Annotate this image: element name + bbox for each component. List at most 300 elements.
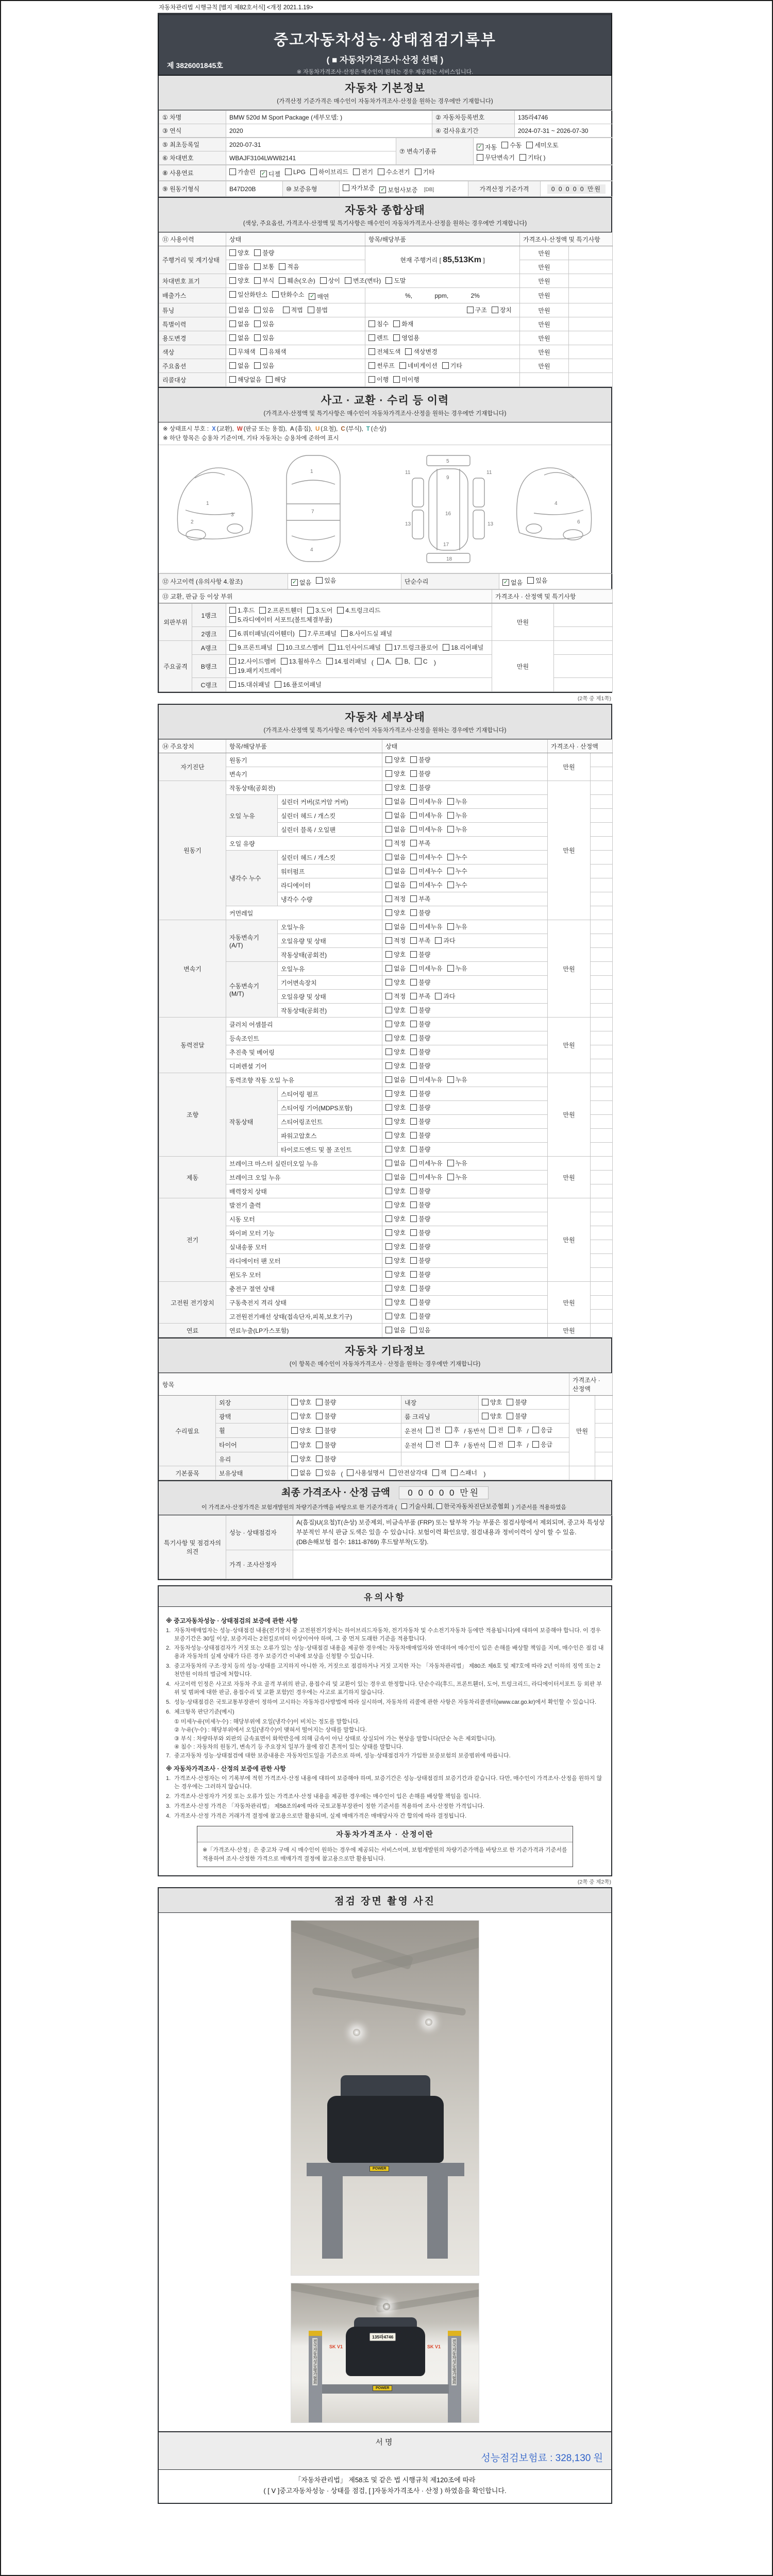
- checkbox[interactable]: [507, 1412, 527, 1420]
- checkbox[interactable]: [532, 1426, 552, 1434]
- checkbox[interactable]: [385, 950, 406, 959]
- checkbox[interactable]: [291, 1468, 311, 1477]
- unchecked-box-icon[interactable]: [410, 1215, 417, 1222]
- unchecked-box-icon[interactable]: [410, 1243, 417, 1250]
- checkbox[interactable]: [410, 1047, 430, 1056]
- checkbox[interactable]: [260, 347, 287, 356]
- unchecked-box-icon[interactable]: [229, 249, 236, 256]
- unchecked-box-icon[interactable]: [385, 1257, 392, 1264]
- checkbox[interactable]: [316, 1398, 336, 1406]
- checkbox[interactable]: [385, 1256, 406, 1265]
- checkbox[interactable]: [275, 680, 322, 689]
- unchecked-box-icon[interactable]: [385, 826, 392, 833]
- checkbox[interactable]: [385, 964, 406, 973]
- unchecked-box-icon[interactable]: [385, 1104, 392, 1111]
- unchecked-box-icon[interactable]: [410, 1285, 417, 1292]
- checkbox[interactable]: [410, 811, 442, 820]
- unchecked-box-icon[interactable]: [410, 1174, 417, 1180]
- checkbox[interactable]: [410, 978, 430, 987]
- unchecked-box-icon[interactable]: [532, 1427, 539, 1433]
- unchecked-box-icon[interactable]: [447, 923, 454, 930]
- checkbox[interactable]: [447, 1159, 467, 1167]
- checkbox[interactable]: [377, 658, 391, 665]
- checkbox[interactable]: [385, 1075, 406, 1084]
- checkbox[interactable]: [477, 143, 497, 151]
- unchecked-box-icon[interactable]: [368, 334, 375, 341]
- unchecked-box-icon[interactable]: [353, 168, 360, 175]
- unchecked-box-icon[interactable]: [229, 307, 236, 313]
- checkbox[interactable]: [385, 1145, 406, 1154]
- unchecked-box-icon[interactable]: [532, 1441, 539, 1448]
- unchecked-box-icon[interactable]: [272, 291, 279, 298]
- checkbox[interactable]: [410, 1103, 430, 1112]
- unchecked-box-icon[interactable]: [254, 307, 261, 313]
- checkbox[interactable]: [401, 1502, 434, 1511]
- unchecked-box-icon[interactable]: [277, 644, 284, 651]
- unchecked-box-icon[interactable]: [229, 681, 236, 688]
- unchecked-box-icon[interactable]: [410, 979, 417, 986]
- checkbox[interactable]: [337, 606, 380, 615]
- unchecked-box-icon[interactable]: [385, 882, 392, 888]
- checkbox[interactable]: [229, 680, 270, 689]
- unchecked-box-icon[interactable]: [477, 154, 483, 161]
- unchecked-box-icon[interactable]: [229, 667, 236, 674]
- unchecked-box-icon[interactable]: [447, 1160, 454, 1166]
- unchecked-box-icon[interactable]: [410, 1257, 417, 1264]
- unchecked-box-icon[interactable]: [410, 1313, 417, 1319]
- checkbox[interactable]: [447, 797, 467, 806]
- checkbox[interactable]: [316, 1412, 336, 1420]
- checkbox[interactable]: [410, 1256, 430, 1265]
- unchecked-box-icon[interactable]: [410, 854, 417, 860]
- checkbox[interactable]: [385, 643, 438, 652]
- checkbox[interactable]: [229, 333, 249, 342]
- unchecked-box-icon[interactable]: [316, 1413, 323, 1419]
- unchecked-box-icon[interactable]: [426, 1441, 433, 1448]
- checkbox[interactable]: [229, 276, 249, 285]
- checkbox[interactable]: [385, 797, 406, 806]
- checkbox[interactable]: [385, 922, 406, 931]
- unchecked-box-icon[interactable]: [410, 1076, 417, 1083]
- checkbox[interactable]: [385, 978, 406, 987]
- checkbox[interactable]: [426, 1426, 441, 1434]
- checkbox[interactable]: [229, 262, 249, 271]
- checkbox[interactable]: [316, 576, 336, 585]
- unchecked-box-icon[interactable]: [385, 1076, 392, 1083]
- checkbox[interactable]: [229, 167, 256, 176]
- checked-box-icon[interactable]: ✓: [310, 293, 315, 299]
- unchecked-box-icon[interactable]: [385, 812, 392, 819]
- checkbox[interactable]: [410, 1131, 430, 1140]
- unchecked-box-icon[interactable]: [410, 1048, 417, 1055]
- checkbox[interactable]: [447, 811, 467, 820]
- checkbox[interactable]: [393, 319, 413, 328]
- checkbox[interactable]: [405, 347, 437, 356]
- checkbox[interactable]: [291, 1426, 311, 1435]
- unchecked-box-icon[interactable]: [385, 965, 392, 972]
- checkbox[interactable]: [291, 1454, 311, 1463]
- checkbox[interactable]: [385, 755, 406, 764]
- checkbox[interactable]: [410, 1326, 430, 1334]
- checkbox[interactable]: [368, 375, 389, 384]
- unchecked-box-icon[interactable]: [385, 1146, 392, 1153]
- unchecked-box-icon[interactable]: [316, 1455, 323, 1462]
- checkbox[interactable]: [229, 606, 255, 615]
- unchecked-box-icon[interactable]: [337, 607, 344, 614]
- checkbox[interactable]: [410, 1200, 430, 1209]
- checkbox[interactable]: [277, 643, 324, 652]
- checkbox[interactable]: [254, 319, 274, 328]
- unchecked-box-icon[interactable]: [410, 1062, 417, 1069]
- checkbox[interactable]: [385, 1214, 406, 1223]
- checkbox[interactable]: [482, 1412, 502, 1420]
- unchecked-box-icon[interactable]: [410, 812, 417, 819]
- unchecked-box-icon[interactable]: [385, 868, 392, 874]
- unchecked-box-icon[interactable]: [385, 1062, 392, 1069]
- unchecked-box-icon[interactable]: [410, 895, 417, 902]
- unchecked-box-icon[interactable]: [501, 142, 508, 148]
- checkbox[interactable]: [378, 167, 410, 176]
- unchecked-box-icon[interactable]: [405, 348, 412, 355]
- unchecked-box-icon[interactable]: [385, 1035, 392, 1041]
- checkbox[interactable]: [447, 880, 467, 889]
- checkbox[interactable]: [379, 185, 417, 194]
- unchecked-box-icon[interactable]: [447, 868, 454, 874]
- unchecked-box-icon[interactable]: [385, 993, 392, 999]
- checkbox[interactable]: [385, 880, 406, 889]
- unchecked-box-icon[interactable]: [445, 1427, 452, 1433]
- checkbox[interactable]: [385, 769, 406, 778]
- checkbox[interactable]: [385, 1117, 406, 1126]
- checkbox[interactable]: [260, 170, 280, 178]
- unchecked-box-icon[interactable]: [508, 1441, 515, 1448]
- unchecked-box-icon[interactable]: [279, 263, 285, 270]
- unchecked-box-icon[interactable]: [410, 1118, 417, 1125]
- unchecked-box-icon[interactable]: [447, 812, 454, 819]
- checkbox[interactable]: [442, 361, 462, 370]
- unchecked-box-icon[interactable]: [410, 1132, 417, 1139]
- checked-box-icon[interactable]: ✓: [292, 579, 297, 585]
- unchecked-box-icon[interactable]: [229, 616, 236, 623]
- checkbox[interactable]: [410, 755, 430, 764]
- checkbox[interactable]: [477, 153, 515, 162]
- checkbox[interactable]: [507, 1398, 527, 1406]
- checkbox[interactable]: [229, 306, 249, 314]
- unchecked-box-icon[interactable]: [489, 1427, 496, 1433]
- unchecked-box-icon[interactable]: [415, 168, 422, 175]
- checkbox[interactable]: [508, 1426, 523, 1434]
- unchecked-box-icon[interactable]: [308, 307, 314, 313]
- unchecked-box-icon[interactable]: [410, 1188, 417, 1194]
- checkbox[interactable]: [447, 1173, 467, 1181]
- checkbox[interactable]: [385, 1131, 406, 1140]
- checkbox[interactable]: [432, 1468, 447, 1477]
- unchecked-box-icon[interactable]: [307, 607, 314, 614]
- unchecked-box-icon[interactable]: [447, 1076, 454, 1083]
- checkbox[interactable]: [385, 1033, 406, 1042]
- checkbox[interactable]: [410, 880, 442, 889]
- unchecked-box-icon[interactable]: [393, 320, 400, 327]
- unchecked-box-icon[interactable]: [410, 909, 417, 916]
- checkbox[interactable]: [281, 657, 322, 666]
- checkbox[interactable]: [410, 950, 430, 959]
- unchecked-box-icon[interactable]: [410, 770, 417, 777]
- checked-box-icon[interactable]: ✓: [503, 579, 509, 585]
- checkbox[interactable]: [254, 333, 274, 342]
- unchecked-box-icon[interactable]: [266, 376, 273, 383]
- unchecked-box-icon[interactable]: [447, 882, 454, 888]
- unchecked-box-icon[interactable]: [396, 658, 402, 665]
- checkbox[interactable]: [447, 853, 467, 861]
- checkbox[interactable]: [532, 1440, 552, 1449]
- unchecked-box-icon[interactable]: [316, 1469, 323, 1476]
- checkbox[interactable]: [229, 347, 256, 356]
- unchecked-box-icon[interactable]: [385, 770, 392, 777]
- unchecked-box-icon[interactable]: [316, 577, 323, 584]
- checkbox[interactable]: [229, 319, 249, 328]
- unchecked-box-icon[interactable]: [410, 1299, 417, 1306]
- unchecked-box-icon[interactable]: [385, 854, 392, 860]
- unchecked-box-icon[interactable]: [385, 1188, 392, 1194]
- unchecked-box-icon[interactable]: [410, 784, 417, 791]
- unchecked-box-icon[interactable]: [393, 376, 400, 383]
- checkbox[interactable]: [385, 1020, 406, 1028]
- checkbox[interactable]: [385, 1312, 406, 1320]
- checkbox[interactable]: [291, 1412, 311, 1420]
- checkbox[interactable]: [283, 306, 303, 314]
- checkbox[interactable]: [320, 276, 340, 285]
- checkbox[interactable]: [526, 141, 558, 149]
- checkbox[interactable]: [254, 306, 274, 314]
- checkbox[interactable]: [368, 361, 395, 370]
- checkbox[interactable]: [445, 1426, 460, 1434]
- unchecked-box-icon[interactable]: [283, 307, 290, 313]
- unchecked-box-icon[interactable]: [385, 951, 392, 958]
- unchecked-box-icon[interactable]: [368, 348, 375, 355]
- checkbox[interactable]: [443, 643, 483, 652]
- checkbox[interactable]: [482, 1398, 502, 1406]
- checkbox[interactable]: [345, 276, 381, 285]
- unchecked-box-icon[interactable]: [316, 1442, 323, 1448]
- checkbox[interactable]: [299, 629, 337, 638]
- unchecked-box-icon[interactable]: [390, 1469, 396, 1476]
- unchecked-box-icon[interactable]: [507, 1413, 513, 1419]
- unchecked-box-icon[interactable]: [385, 1048, 392, 1055]
- unchecked-box-icon[interactable]: [229, 334, 236, 341]
- checkbox[interactable]: [272, 290, 304, 299]
- unchecked-box-icon[interactable]: [341, 630, 348, 637]
- checkbox[interactable]: [326, 657, 367, 666]
- unchecked-box-icon[interactable]: [378, 168, 384, 175]
- unchecked-box-icon[interactable]: [291, 1413, 298, 1419]
- checkbox[interactable]: [229, 657, 276, 666]
- checkbox[interactable]: [254, 276, 274, 285]
- checkbox[interactable]: [410, 1173, 442, 1181]
- checkbox[interactable]: [426, 1440, 441, 1449]
- unchecked-box-icon[interactable]: [526, 142, 533, 148]
- unchecked-box-icon[interactable]: [410, 1160, 417, 1166]
- unchecked-box-icon[interactable]: [229, 630, 236, 637]
- unchecked-box-icon[interactable]: [316, 1427, 323, 1434]
- unchecked-box-icon[interactable]: [432, 1469, 439, 1476]
- unchecked-box-icon[interactable]: [329, 644, 335, 651]
- checkbox[interactable]: [410, 1075, 442, 1084]
- unchecked-box-icon[interactable]: [316, 1399, 323, 1405]
- checkbox[interactable]: [254, 262, 274, 271]
- checkbox[interactable]: [291, 1440, 311, 1449]
- unchecked-box-icon[interactable]: [410, 1229, 417, 1236]
- unchecked-box-icon[interactable]: [443, 644, 449, 651]
- unchecked-box-icon[interactable]: [385, 784, 392, 791]
- unchecked-box-icon[interactable]: [410, 965, 417, 972]
- unchecked-box-icon[interactable]: [368, 320, 375, 327]
- unchecked-box-icon[interactable]: [385, 979, 392, 986]
- checkbox[interactable]: [385, 936, 406, 945]
- unchecked-box-icon[interactable]: [410, 840, 417, 846]
- checkbox[interactable]: [229, 666, 282, 675]
- checkbox[interactable]: [385, 1200, 406, 1209]
- checkbox[interactable]: [415, 167, 435, 176]
- unchecked-box-icon[interactable]: [447, 1174, 454, 1180]
- unchecked-box-icon[interactable]: [254, 249, 261, 256]
- unchecked-box-icon[interactable]: [435, 937, 442, 944]
- unchecked-box-icon[interactable]: [385, 909, 392, 916]
- unchecked-box-icon[interactable]: [385, 1007, 392, 1013]
- checkbox[interactable]: [415, 658, 428, 665]
- checkbox[interactable]: [410, 783, 430, 792]
- checkbox[interactable]: [259, 606, 303, 615]
- unchecked-box-icon[interactable]: [377, 658, 384, 665]
- checkbox[interactable]: [447, 867, 467, 875]
- checkbox[interactable]: [341, 629, 392, 638]
- checkbox[interactable]: [385, 1047, 406, 1056]
- unchecked-box-icon[interactable]: [410, 1201, 417, 1208]
- checkbox[interactable]: [451, 1468, 477, 1477]
- checkbox[interactable]: [410, 867, 442, 875]
- checkbox[interactable]: [410, 797, 442, 806]
- unchecked-box-icon[interactable]: [467, 307, 474, 313]
- unchecked-box-icon[interactable]: [442, 362, 449, 369]
- unchecked-box-icon[interactable]: [326, 658, 333, 665]
- checkbox[interactable]: [385, 867, 406, 875]
- unchecked-box-icon[interactable]: [229, 320, 236, 327]
- checkbox[interactable]: [368, 347, 400, 356]
- unchecked-box-icon[interactable]: [410, 937, 417, 944]
- unchecked-box-icon[interactable]: [299, 630, 306, 637]
- checkbox[interactable]: [291, 1398, 311, 1406]
- checkbox[interactable]: [447, 1075, 467, 1084]
- checkbox[interactable]: [410, 1145, 430, 1154]
- checkbox[interactable]: [385, 276, 406, 285]
- unchecked-box-icon[interactable]: [445, 1441, 452, 1448]
- unchecked-box-icon[interactable]: [385, 1132, 392, 1139]
- checkbox[interactable]: [316, 1440, 336, 1449]
- unchecked-box-icon[interactable]: [385, 1021, 392, 1027]
- checkbox[interactable]: [410, 1033, 430, 1042]
- checkbox[interactable]: [385, 1242, 406, 1251]
- checkbox[interactable]: [310, 167, 348, 176]
- unchecked-box-icon[interactable]: [385, 1160, 392, 1166]
- checkbox[interactable]: [229, 248, 249, 257]
- unchecked-box-icon[interactable]: [410, 826, 417, 833]
- unchecked-box-icon[interactable]: [368, 376, 375, 383]
- checkbox[interactable]: [229, 629, 295, 638]
- checkbox[interactable]: [385, 908, 406, 917]
- checkbox[interactable]: [447, 964, 467, 973]
- checkbox[interactable]: [410, 825, 442, 834]
- unchecked-box-icon[interactable]: [254, 362, 261, 369]
- unchecked-box-icon[interactable]: [385, 756, 392, 763]
- checkbox[interactable]: [410, 922, 442, 931]
- checkbox[interactable]: [393, 375, 419, 384]
- checkbox[interactable]: [343, 183, 375, 192]
- unchecked-box-icon[interactable]: [385, 1243, 392, 1250]
- unchecked-box-icon[interactable]: [385, 895, 392, 902]
- checkbox[interactable]: [390, 1468, 428, 1477]
- checkbox[interactable]: [502, 578, 523, 587]
- unchecked-box-icon[interactable]: [482, 1399, 489, 1405]
- unchecked-box-icon[interactable]: [508, 1427, 515, 1433]
- unchecked-box-icon[interactable]: [385, 1271, 392, 1278]
- checkbox[interactable]: [435, 936, 455, 945]
- checkbox[interactable]: [410, 1242, 430, 1251]
- unchecked-box-icon[interactable]: [447, 854, 454, 860]
- checkbox[interactable]: [229, 361, 249, 370]
- unchecked-box-icon[interactable]: [385, 1313, 392, 1319]
- checkbox[interactable]: [229, 290, 267, 299]
- unchecked-box-icon[interactable]: [275, 681, 281, 688]
- unchecked-box-icon[interactable]: [229, 263, 236, 270]
- unchecked-box-icon[interactable]: [385, 1229, 392, 1236]
- unchecked-box-icon[interactable]: [410, 882, 417, 888]
- unchecked-box-icon[interactable]: [410, 1327, 417, 1333]
- unchecked-box-icon[interactable]: [447, 798, 454, 805]
- unchecked-box-icon[interactable]: [385, 1285, 392, 1292]
- unchecked-box-icon[interactable]: [507, 1399, 513, 1405]
- unchecked-box-icon[interactable]: [410, 868, 417, 874]
- unchecked-box-icon[interactable]: [436, 1503, 442, 1509]
- unchecked-box-icon[interactable]: [291, 1469, 298, 1476]
- unchecked-box-icon[interactable]: [410, 923, 417, 930]
- checkbox[interactable]: [385, 783, 406, 792]
- checkbox[interactable]: [229, 615, 332, 624]
- checkbox[interactable]: [489, 1440, 503, 1449]
- unchecked-box-icon[interactable]: [254, 263, 261, 270]
- checkbox[interactable]: [410, 1284, 430, 1293]
- checkbox[interactable]: [385, 853, 406, 861]
- checkbox[interactable]: [445, 1440, 460, 1449]
- checkbox[interactable]: [279, 262, 299, 271]
- unchecked-box-icon[interactable]: [385, 1215, 392, 1222]
- checkbox[interactable]: [410, 1312, 430, 1320]
- unchecked-box-icon[interactable]: [410, 1021, 417, 1027]
- unchecked-box-icon[interactable]: [393, 334, 400, 341]
- checkbox[interactable]: [291, 578, 311, 587]
- unchecked-box-icon[interactable]: [410, 951, 417, 958]
- checkbox[interactable]: [307, 606, 332, 615]
- unchecked-box-icon[interactable]: [482, 1413, 489, 1419]
- checkbox[interactable]: [410, 1187, 430, 1195]
- checkbox[interactable]: [316, 1468, 336, 1477]
- checkbox[interactable]: [385, 825, 406, 834]
- checkbox[interactable]: [410, 1006, 430, 1014]
- unchecked-box-icon[interactable]: [385, 1201, 392, 1208]
- checkbox[interactable]: [285, 168, 306, 176]
- unchecked-box-icon[interactable]: [229, 376, 236, 383]
- checkbox[interactable]: [385, 1298, 406, 1307]
- checkbox[interactable]: [309, 292, 329, 301]
- unchecked-box-icon[interactable]: [410, 1104, 417, 1111]
